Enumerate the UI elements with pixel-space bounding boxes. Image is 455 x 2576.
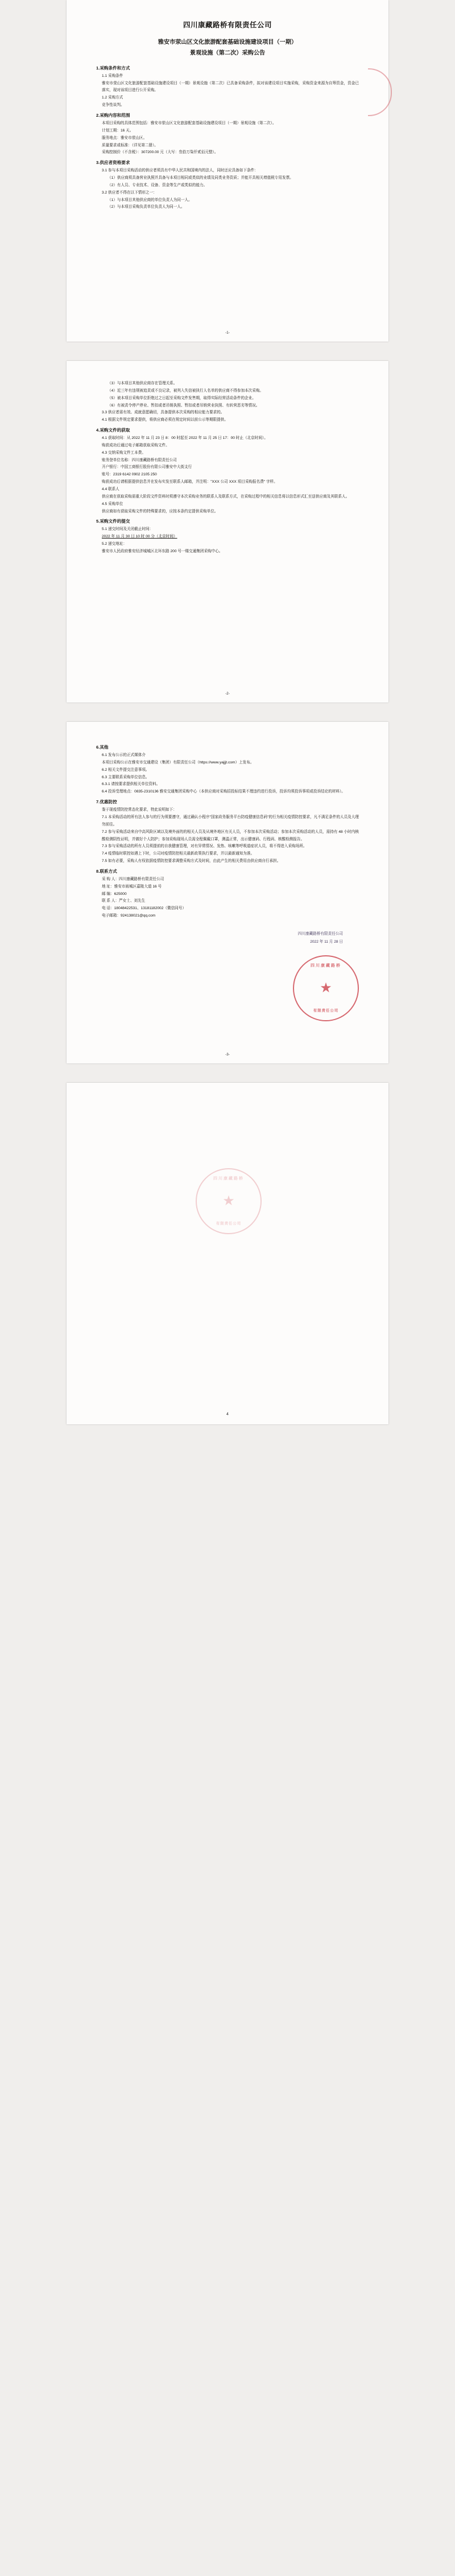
section-5-line-4: 雅安市人民政府雅安经济城城区北环东路 200 号一楼交通集团采购中心。 — [102, 549, 223, 553]
document-title: 雅安市荥山区文化旅游配套基础设施建设项目（一期） — [158, 39, 297, 46]
seal-top-text-2: 四川康藏路桥 — [213, 1177, 244, 1181]
section-2-line-1: 本项目采购的具体范围包括：雅安市荥山区文化旅游配套基础设施建设项目（一期）景观设施（第二次）。 — [102, 121, 276, 125]
section-3-line-3: （2）有人员、专业技术、设备、资金等生产或类似的能力。 — [107, 183, 208, 187]
section-7-line-3: 7.2 参与采购活动来自中高风险区域以及境外面的的相关人员及从境外地区有关人员，不参加本次采购活动；参加本次采购活动的人员，需持有 48 小时内核酸检测阴性证明，并做好个人防护；参加采购现场人员需全程佩戴口罩，测温正常，出示健康码、行程码、核酸检测报告。 — [102, 829, 359, 841]
p2-top-line-4: （6）有被责令停产停业、暂扣或者吊销执照、暂扣或者吊销营业执照、有转营恶劣等情况。 — [107, 403, 260, 408]
section-4-line-9: 供应商在获取采购需重大阶段文件资料时须遵守本次采购业务的联系人及联系方式，在采购过程中的相关信息将以信息形式汇至送供应商及其联系人。 — [102, 494, 350, 499]
section-5-heading: 5.采购文件的提交 — [96, 519, 130, 524]
section-2-heading: 2.采购内容和范围 — [96, 112, 130, 118]
section-4-line-6: 账号：2319 6142 0902 2105 250 — [102, 473, 157, 477]
section-1-heading: 1.采购条件和方式 — [96, 65, 130, 71]
section-6-line-3: 6.2 相关文件提交注意事项。 — [102, 767, 150, 772]
contact-address: 地 址：雅安市雨城区嘉陵大道 16 号 — [102, 884, 162, 889]
section-6-line-1: 6.1 发布公示的正式媒体介 — [102, 753, 146, 758]
section-4-heading: 4.采购文件的获取 — [96, 428, 130, 433]
section-4-line-1: 4.1 获取时间：从 2022 年 11 月 23 日 8：00 时起至 2022 年 11 月 25 日 17：00 时止（北京时间）。 — [102, 436, 268, 441]
section-6-line-5: 6.3.1 请按要求提供相关单位资料。 — [102, 782, 160, 787]
section-4-line-3: 4.3 交纳采购文件工本费。 — [102, 450, 146, 455]
section-7-heading: 7.优惠防控 — [96, 799, 117, 805]
section-7-line-1: 鉴于现疫情防控常态化要求，特此说明如下： — [102, 808, 177, 812]
seal-bottom-text-2: 有限责任公司 — [216, 1222, 242, 1226]
contact-purchaser: 采 购 人：四川康藏路桥有限责任公司 — [102, 877, 164, 881]
section-6-heading: 6.其他 — [96, 745, 109, 750]
section-6-line-4: 6.3 主要联系采购单位信息。 — [102, 775, 150, 779]
section-7-line-6: 7.5 如有必要，采购人有权依据疫情防控要求调整采购方式及时间，由此产生的相关费用由供应商自行承担。 — [102, 859, 281, 864]
section-1-line-1: 1.1 采购条件 — [102, 73, 123, 78]
section-1-line-2: 雅安市荥山区文化旅游配套基础设施建设项目（一期）景观设施（第二次）已具备采购条件，拟对该建设项目实施采购，采购资金来源为自筹资金，资金已落实，现对该项目进行公开采购。 — [102, 81, 359, 93]
section-3-line-4: 3.2 供应者不得在以下情形之一： — [102, 190, 157, 195]
document-subtitle: 景观设施（第二次）采购公告 — [189, 50, 266, 57]
section-4-line-7: 购获成功后请根据提供信息并在发布实发至联系人邮箱，并注明："XXX 公司 XXX 项目采购报名费" 字样。 — [102, 480, 278, 484]
signature-org: 四川康藏路桥有限责任公司 — [297, 932, 343, 936]
section-5-line-1: 5.1 递交时间及关闭截止时间： — [102, 527, 154, 532]
page-number-3: -3- — [225, 1053, 230, 1057]
section-5 — [96, 517, 359, 555]
p2-top-line-2: （4）近三年有违规被追责或不良记录，被列入失信被执行人名单的供应商不得参加本次采购。 — [107, 388, 264, 393]
section-4-line-2: 购获成功后通过电子邮箱获取采购文件。 — [102, 443, 169, 447]
seal-star-icon: ★ — [320, 980, 332, 996]
section-1-line-3: 1.2 采购方式 — [102, 96, 123, 100]
section-4-line-10: 4.5 采购单位 — [102, 502, 123, 506]
company-seal-stamp — [293, 955, 359, 1021]
signature-date: 2022 年 11 月 28 日 — [310, 939, 343, 944]
seal-bottom-text: 有限责任公司 — [313, 1009, 339, 1013]
p2-top-line-3: （5）被本项目采购单位拒绝过之日起至采购文件发售期，取得实际经营活动条件的企业。 — [107, 396, 256, 400]
section-6 — [96, 743, 359, 796]
contact-phone: 电 话：18048422531、13181182002（微信同号） — [102, 906, 186, 911]
signature-block — [96, 930, 359, 946]
document-page-2 — [67, 361, 388, 702]
section-7-line-2: 7.1 本采购活动的所有法人参与的行为须要遵守，通过确认小程序"国家政务服务平台防疫健康信息码"的行为相关疫情防控要求，凡不满足条件的人员及大理勿前往。 — [102, 815, 359, 827]
section-4-line-11: 供应商如有获取采购文件的特殊要求的，应按本条约定提供采购单位。 — [102, 509, 218, 513]
section-7-line-4: 7.3 参与采购活动的所有人员须提前的自我健康管理，对有异常情况、发热、咳嗽等呼吸道症状人员，将不得进入采购场所。 — [102, 844, 307, 849]
p2-top-line-5: 3.3 供应者需有效、成就意愿确切，具备提供本次采购的相应能力要求的。 — [102, 410, 225, 415]
section-2-line-3: 服务地点：雅安市荥山区。 — [102, 135, 147, 140]
seal-star-icon-2: ★ — [222, 1193, 235, 1209]
section-5-line-3: 5.2 递交地址： — [102, 542, 127, 547]
page-number-2: -2- — [225, 692, 230, 696]
section-6-line-6: 6.4 投诉受理地点：0835-2310136 雅安交通集团采购中心（本供应商对采购招投标结果不理违约进行投诉，投诉均须投诉事项或投诉结论的材料）。 — [102, 790, 345, 794]
section-3-line-2: （1）供应商须具备营业执照并具备与本项目相同或类似的业绩及同类业务资质；并能开具相关增值税专用发票。 — [107, 176, 293, 180]
section-7-line-5: 7.4 疫情临时联控如遇上下时，公司对疫情防控相关最新政策执行要求，并以最新通知为准。 — [102, 852, 255, 856]
contact-email: 电子邮箱：924138021@qq.com — [102, 914, 156, 918]
section-1 — [96, 64, 359, 109]
section-1-line-4: 竞争性谈判。 — [102, 103, 125, 108]
seal-top-text: 四川康藏路桥 — [311, 964, 341, 968]
p2-top-line-1: （3）与本项目其他供应商存在管理关系。 — [107, 381, 177, 385]
section-3-line-6: （2）与本项目采购负责单位负责人为同一人。 — [107, 205, 185, 209]
section-2-line-4: 质量要求或标准：（详见第二册）。 — [102, 143, 158, 147]
section-4-line-8: 4.4 联系人 — [102, 487, 119, 492]
section-8-heading: 8.联系方式 — [96, 868, 117, 874]
page-number-1: -1- — [225, 331, 230, 335]
p2-top-line-6: 4.1 根据文件规定要求提供，将供应商必须在规定时间以前公示等期限提供。 — [102, 418, 228, 422]
section-4-line-5: 开户银行：中国工商银行股份有限公司雅安中大街支行 — [102, 465, 192, 470]
document-page-3 — [67, 722, 388, 1063]
section-3-heading: 3.供应者资格要求 — [96, 160, 130, 166]
seal-edge-mark — [368, 68, 392, 116]
section-6-line-2: 本项目采购公示在雅安市交通建设（集团）有限责任公司（https://www.yajjjt.com）上发布。 — [102, 760, 254, 765]
section-4 — [96, 426, 359, 515]
company-seal-stamp-faint — [196, 1168, 262, 1234]
contact-person: 联 系 人：严女士、刘先生 — [102, 899, 146, 903]
section-3 — [96, 159, 359, 211]
section-3-line-1: 3.1 参与本项目采购活动的供应者须具有中华人民共和国境内的法人，同时还应具备如下条件： — [102, 169, 258, 173]
section-3-line-5: （1）与本项目其他供应商的单位负责人为同一人。 — [107, 198, 192, 202]
section-2 — [96, 112, 359, 157]
section-5-line-2: 2022 年 11 月 30 日 10 时 00 分（北京时间） — [102, 535, 177, 539]
section-8 — [96, 868, 359, 920]
section-2-line-2: 计划工期：16 天。 — [102, 128, 134, 133]
contact-postcode: 邮 编：625000 — [102, 891, 127, 896]
page-number-4: 4 — [226, 1412, 229, 1416]
company-name: 四川康藏路桥有限责任公司 — [183, 21, 272, 29]
section-2-line-5: 采购控制价（不含税）：307200.00 元（大写：叁拾万柒仟贰佰元整）。 — [102, 150, 218, 155]
section-7 — [96, 798, 359, 865]
document-page-4 — [67, 1083, 388, 1424]
section-4-line-4: 账务登单位名称：四川康藏路桥有限责任公司 — [102, 458, 177, 462]
document-page-1 — [67, 0, 388, 342]
